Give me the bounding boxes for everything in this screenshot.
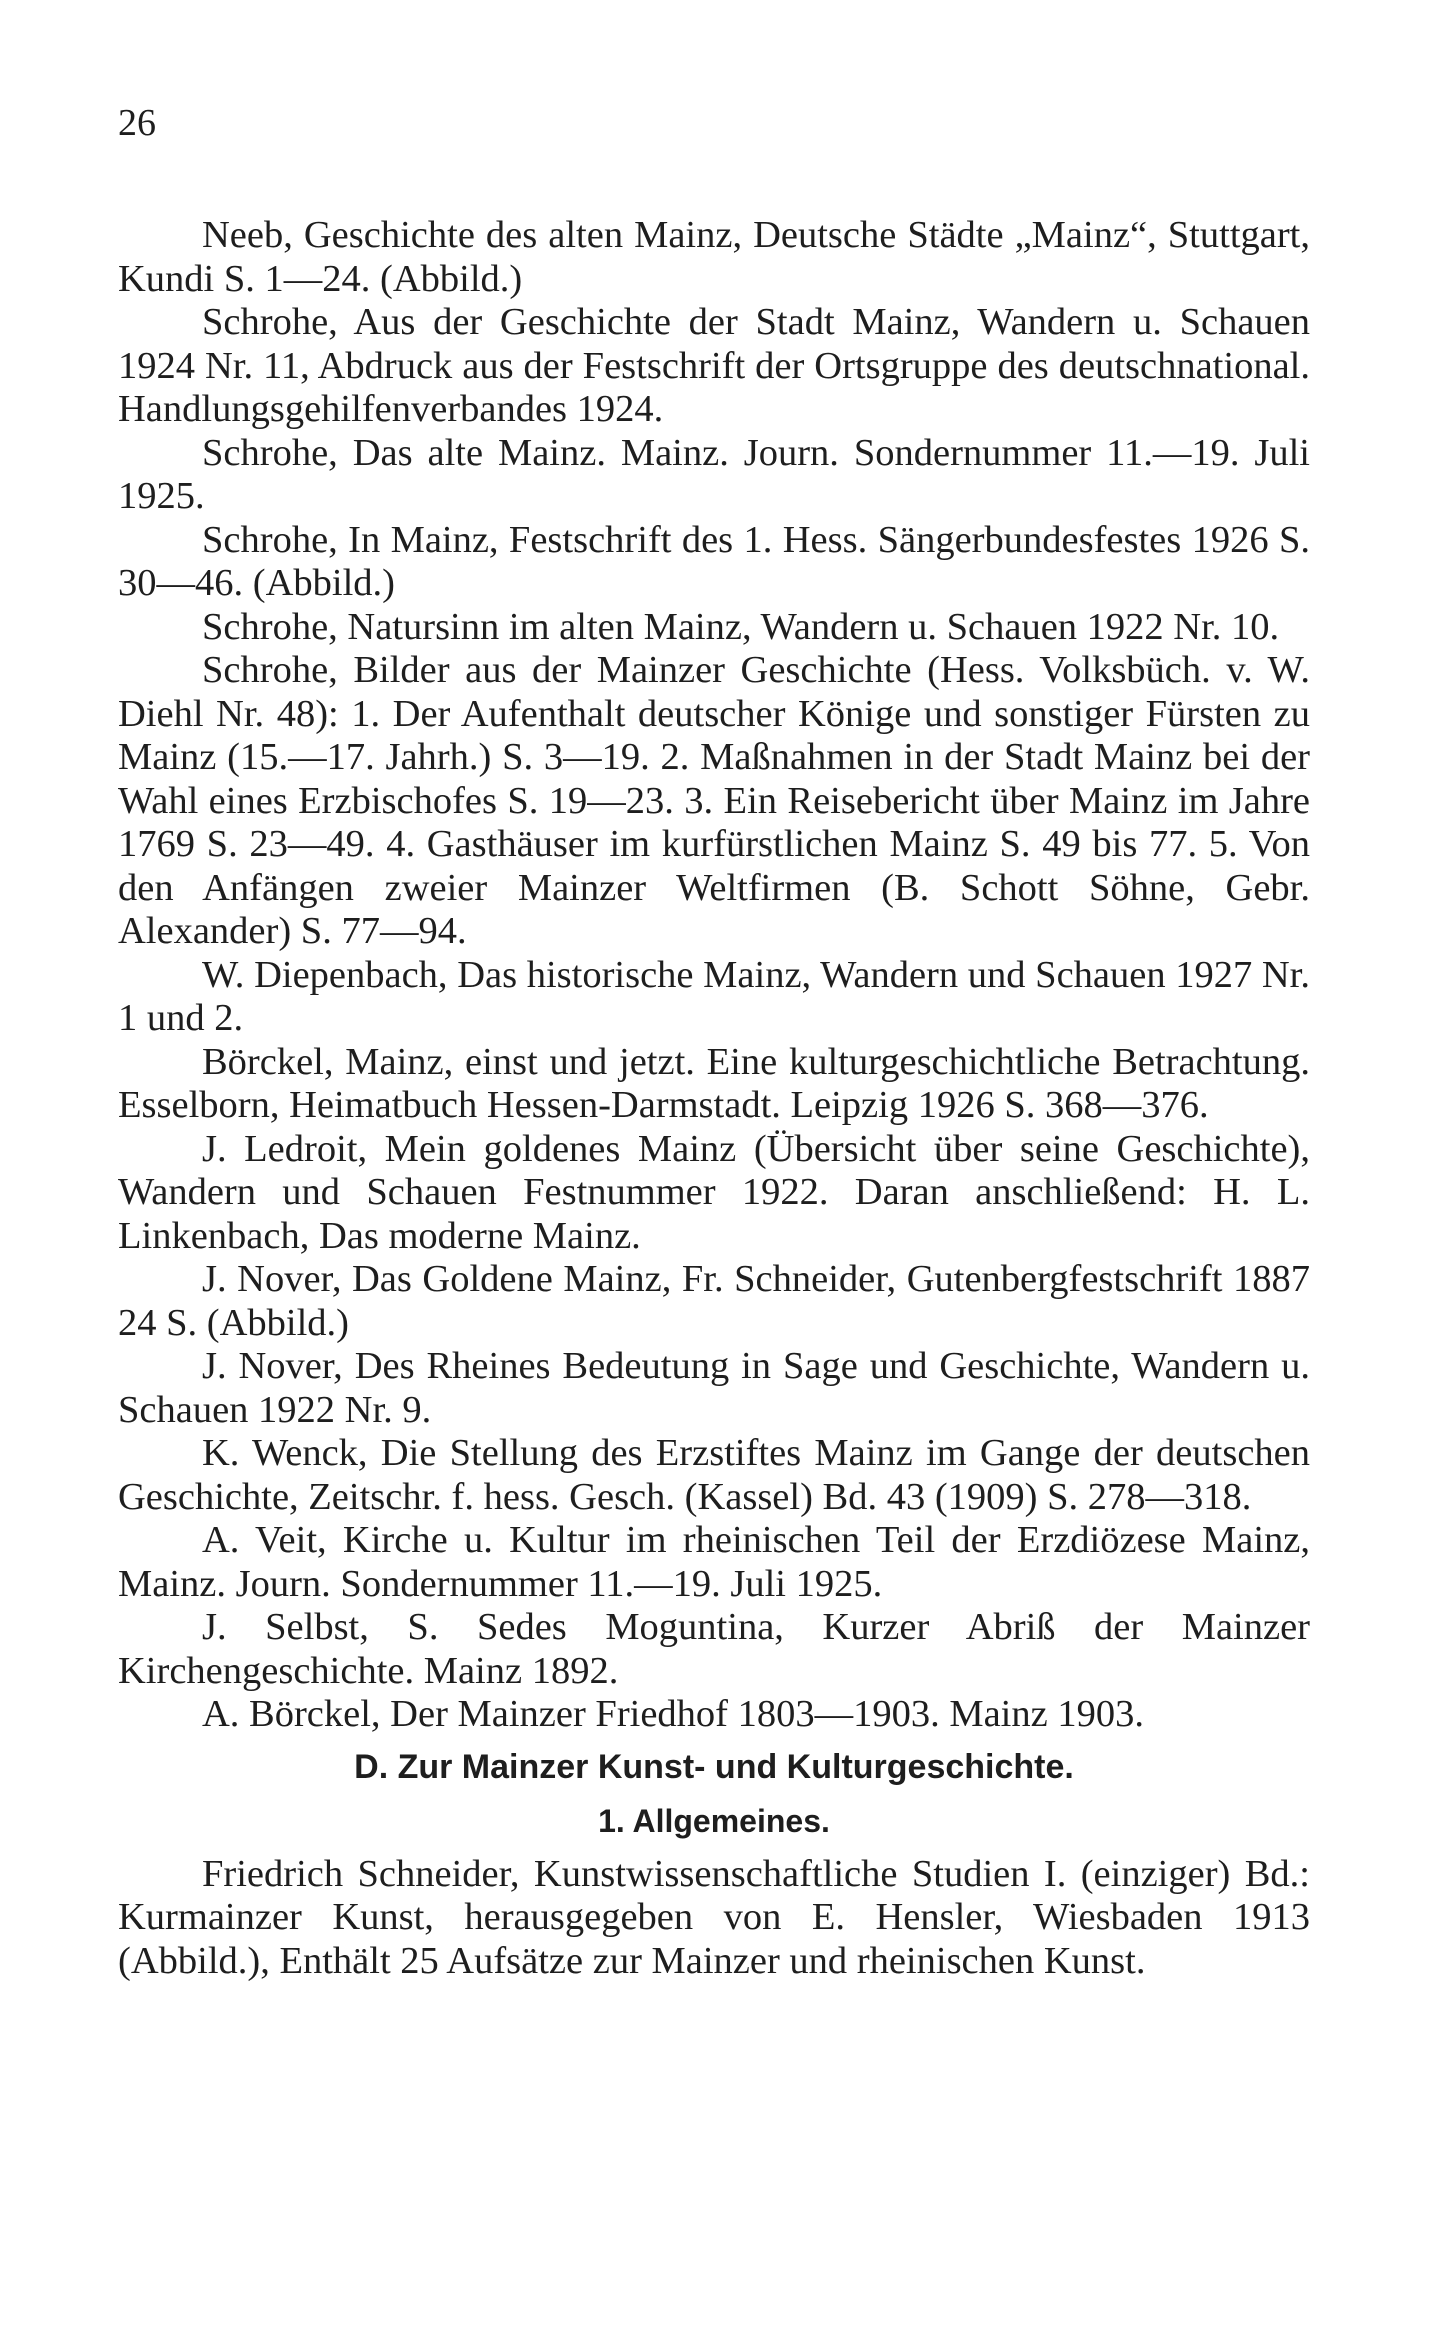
- bibliography-content: [118, 214, 1310, 1983]
- bibliography-entry: A. Börckel, Der Mainzer Friedhof 1803—1903. Mainz 1903.: [202, 1693, 1144, 1735]
- bibliography-entry: Schrohe, Natursinn im alten Mainz, Wandern u. Schauen 1922 Nr. 10.: [202, 605, 1280, 648]
- bibliography-entry: J. Selbst, S. Sedes Moguntina, Kurzer Abriß der Mainzer Kirchengeschichte. Mainz 1892.: [118, 1606, 1310, 1692]
- bibliography-entry: Schrohe, Das alte Mainz. Mainz. Journ. Sondernummer 11.—19. Juli 1925.: [118, 431, 1310, 517]
- bibliography-entry: Schrohe, In Mainz, Festschrift des 1. Hess. Sängerbundesfestes 1926 S. 30—46. (Abbild.): [118, 518, 1310, 604]
- bibliography-entry: J. Nover, Das Goldene Mainz, Fr. Schneider, Gutenbergfestschrift 1887 24 S. (Abbild.): [118, 1258, 1310, 1344]
- bibliography-entry: Schrohe, Bilder aus der Mainzer Geschichte (Hess. Volksbüch. v. W. Diehl Nr. 48): 1. Der Aufenthalt deutscher Könige und sonstiger Fürsten zu Mainz (15.—17. Jahrh.) S. 3—19. 2. Maßnahmen in der Stadt Mainz bei der Wahl eines Erzbischofes S. 19—23. 3. Ein Reisebericht über Mainz im Jahre 1769 S. 23—49. 4. Gasthäuser im kurfürstlichen Mainz S. 49 bis 77. 5. Von den Anfängen zweier Mainzer Weltfirmen (B. Schott Söhne, Gebr. Alexander) S. 77—94.: [118, 649, 1310, 952]
- bibliography-entry: J. Ledroit, Mein goldenes Mainz (Übersicht über seine Geschichte), Wandern und Schauen Festnummer 1922. Daran anschließend: H. L. Linkenbach, Das moderne Mainz.: [118, 1127, 1310, 1257]
- bibliography-entry: Schrohe, Aus der Geschichte der Stadt Mainz, Wandern u. Schauen 1924 Nr. 11, Abdruck aus der Festschrift der Ortsgruppe des deutschnational. Handlungsgehilfenverbandes 1924.: [118, 301, 1310, 430]
- bibliography-entry: W. Diepenbach, Das historische Mainz, Wandern und Schauen 1927 Nr. 1 und 2.: [118, 953, 1310, 1039]
- sub-heading: 1. Allgemeines.: [598, 1802, 830, 1839]
- page-number: 26: [118, 102, 156, 144]
- bibliography-entry: Friedrich Schneider, Kunstwissenschaftliche Studien I. (einziger) Bd.: Kurmainzer Kunst, herausgegeben von E. Hensler, Wiesbaden 1913 (Abbild.), Enthält 25 Aufsätze zur Mainzer und rheinischen Kunst.: [118, 1852, 1310, 1982]
- bibliography-entry: K. Wenck, Die Stellung des Erzstiftes Mainz im Gange der deutschen Geschichte, Zeitschr. f. hess. Gesch. (Kassel) Bd. 43 (1909) S. 278—318.: [118, 1432, 1310, 1518]
- section-heading: D. Zur Mainzer Kunst- und Kulturgeschichte.: [354, 1747, 1074, 1786]
- bibliography-entry: Börckel, Mainz, einst und jetzt. Eine kulturgeschichtliche Betrachtung. Esselborn, Heimatbuch Hessen-Darmstadt. Leipzig 1926 S. 368—376.: [118, 1040, 1310, 1126]
- bibliography-entry: A. Veit, Kirche u. Kultur im rheinischen Teil der Erzdiözese Mainz, Mainz. Journ. Sondernummer 11.—19. Juli 1925.: [118, 1519, 1310, 1605]
- bibliography-entry: J. Nover, Des Rheines Bedeutung in Sage und Geschichte, Wandern u. Schauen 1922 Nr. 9.: [118, 1345, 1310, 1431]
- bibliography-entry: Neeb, Geschichte des alten Mainz, Deutsche Städte „Mainz“, Stuttgart, Kundi S. 1—24. (Abbild.): [118, 214, 1310, 300]
